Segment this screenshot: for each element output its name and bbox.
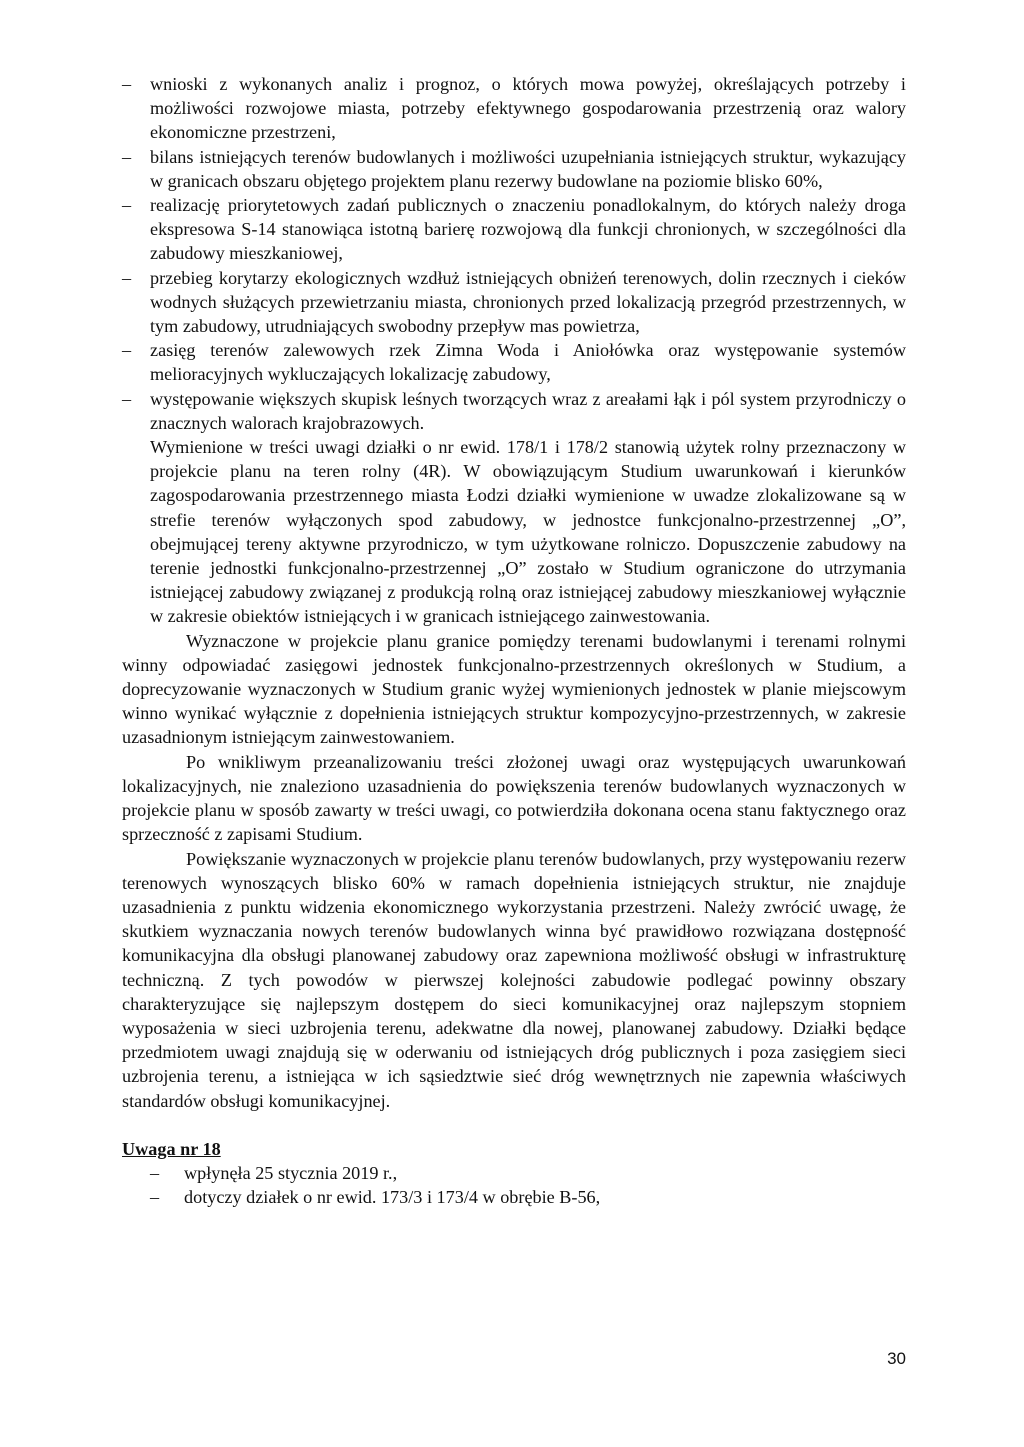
paragraph-expansion-justification: Powiększanie wyznaczonych w projekcie planu terenów budowlanych, przy występowaniu rezerw terenowych wynoszących blisko 60% w ramach dopełnienia istniejących struktur, nie znajduje uzasadnienia z punktu widzenia ekonomicznego wykorzystania przestrzeni. Należy zwrócić uwagę, że skutkiem wyznaczania nowych terenów budowlanych winna być prawidłowo rozwiązana dostępność komunikacyjna dla obsługi planowanej zabudowy oraz zapewniona możliwość obsługi w infrastrukturę techniczną. Z tych powodów w pierwszej kolejności zabudowie podlegać powinny obszary charakteryzujące się najlepszym dostępem do sieci komunikacyjnej oraz najlepszym stopniem wyposażenia w sieci uzbrojenia terenu, adekwatne dla nowej, planowanej zabudowy. Działki będące przedmiotem uwagi znajdują się w oderwaniu od istniejących dróg publicznych i poza zasięgiem sieci uzbrojenia terenu, a istniejąca w ich sąsiedztwie sieć dróg wewnętrznych nie zapewnia właściwych standardów obsługi komunikacyjnej. — [122, 848, 906, 1111]
list-item — [122, 1185, 906, 1209]
conditions-list — [122, 72, 906, 435]
list-item — [122, 193, 906, 266]
dash-bullet: – — [122, 74, 132, 94]
dash-bullet: – — [150, 1187, 160, 1208]
list-item-text: bilans istniejących terenów budowlanych i możliwości uzupełniania istniejących struktur, wykazujący w granicach obszaru objętego projektem planu rezerwy budowlane na poziomie blisko 60%, — [150, 146, 906, 191]
remark-details-list — [122, 1161, 906, 1209]
list-item — [122, 145, 906, 193]
list-item — [122, 338, 906, 386]
dash-bullet: – — [122, 267, 132, 288]
paragraph-plan-boundaries: Wyznaczone w projekcie planu granice pomiędzy terenami budowlanymi i terenami rolnymi winny odpowiadać zasięgowi jednostek funkcjonalno-przestrzennych określonych w Studium, a doprecyzowanie wyznaczonych w Studium granic wyżej wymienionych jednostek w planie miejscowym winno wynikać wyłącznie z dopełnienia istniejących struktur kompozycyjno-przestrzennych, w zakresie uzasadnionym istniejącym zainwestowaniem. — [122, 630, 906, 748]
list-item-text: przebieg korytarzy ekologicznych wzdłuż istniejących obniżeń terenowych, dolin rzecznych i cieków wodnych służących przewietrzaniu miasta, chronionych przed lokalizacją przegród przestrzennych, w tym zabudowy, utrudniających swobodny przepływ mas powietrza, — [150, 267, 906, 337]
section-heading: Uwaga nr 18 — [122, 1138, 221, 1159]
dash-bullet: – — [122, 340, 132, 361]
list-item — [122, 1161, 906, 1185]
list-item-text: wpłynęła 25 stycznia 2019 r., — [184, 1162, 398, 1183]
list-item-text: wnioski z wykonanych analiz i prognoz, o których mowa powyżej, określających potrzeby i możliwości rozwojowe miasta, potrzeby efektywnego gospodarowania przestrzenią oraz walory ekonomiczne przestrzeni, — [150, 74, 906, 143]
dash-bullet: – — [150, 1162, 160, 1183]
list-item-text: realizację priorytetowych zadań publicznych o znaczeniu ponadlokalnym, do których należy droga ekspresowa S-14 stanowiąca istotną barierę rozwojową dla funkcji chronionych, w szczególności dla zabudowy mieszkaniowej, — [150, 195, 906, 264]
dash-bullet: – — [122, 388, 132, 409]
dash-bullet: – — [122, 195, 132, 216]
list-item-text: występowanie większych skupisk leśnych tworzących wraz z areałami łąk i pól system przyrodniczy o znacznych walorach krajobrazowych. — [150, 388, 906, 433]
dash-bullet: – — [122, 146, 132, 167]
list-item-text: zasięg terenów zalewowych rzek Zimna Woda i Aniołówka oraz występowanie systemów melioracyjnych wykluczających lokalizację zabudowy, — [150, 340, 906, 385]
list-item — [122, 266, 906, 339]
page-number: 30 — [887, 1349, 906, 1368]
list-item — [122, 387, 906, 435]
list-item-text: dotyczy działek o nr ewid. 173/3 i 173/4 w obrębie B-56, — [184, 1187, 601, 1208]
page-content — [122, 72, 906, 1209]
paragraph-plots-designation: Wymienione w treści uwagi działki o nr ewid. 178/1 i 178/2 stanowią użytek rolny przeznaczony w projekcie planu na teren rolny (4R). W obowiązującym Studium uwarunkowań i kierunków zagospodarowania przestrzennego miasta Łodzi działki wymienione w uwadze zlokalizowane są w strefie terenów wyłączonych spod zabudowy, w jednostce funkcjonalno-przestrzennej „O”, obejmującej tereny aktywne przyrodniczo, w tym użytkowane rolniczo. Dopuszczenie zabudowy na terenie jednostki funkcjonalno-przestrzennej „O” zostało w Studium ograniczone do utrzymania istniejącej zabudowy związanej z produkcją rolną oraz istniejącej zabudowy mieszkaniowej wyłącznie w zakresie obiektów istniejących i w granicach istniejącego zainwestowania. — [150, 437, 906, 627]
list-item — [122, 72, 906, 145]
paragraph-analysis-conclusion: Po wnikliwym przeanalizowaniu treści złożonej uwagi oraz występujących uwarunkowań lokalizacyjnych, nie znaleziono uzasadnienia do powiększenia terenów budowlanych wyznaczonych w projekcie planu w sposób zawarty w treści uwagi, co potwierdziła dokonana ocena stanu faktycznego oraz sprzeczność z zapisami Studium. — [122, 751, 906, 845]
